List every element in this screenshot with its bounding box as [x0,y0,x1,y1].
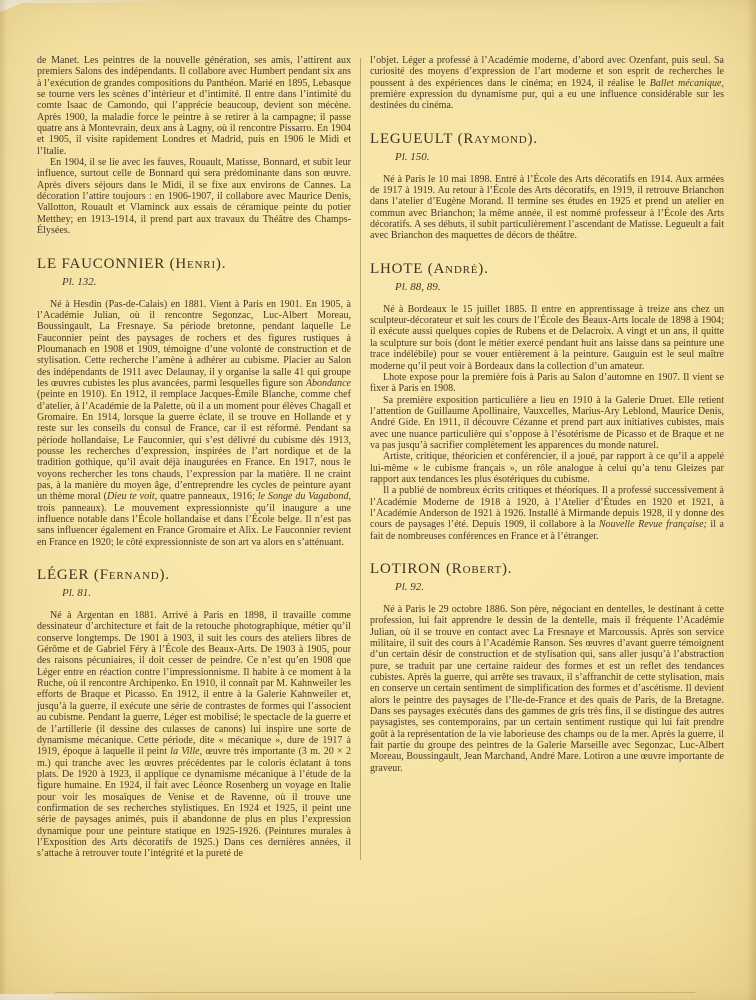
body-paragraph: de Manet. Les peintres de la nouvelle génération, ses amis, l’attirent aux premiers Salons des indépendants. Il collabore avec Humbert pendant six ans à l’exécution de grandes compositions du Panthéon. Marié en 1895, Lebasque se tourne vers les scènes d’intérieur et d’intimité. Il entre dans l’intimité du comte Isaac de Camondo, qui l’apprécie beaucoup, devient son mécène. Après 1900, la maladie force le peintre à se retirer à la campagne; il passe quatre ans à Montevrain, deux ans à Lagny, où il rencontre Pissarro. En 1904 et 1905, il visite rapidement Londres et Madrid, puis en 1906 le Midi et l’Italie. [37,55,351,157]
entry-legueult [370,131,724,242]
entry-heading: LHOTE (André). [370,260,489,277]
page-right-edge-shade [747,0,756,1000]
body-paragraph: Il a publié de nombreux écrits critiques et théoriques. Il a professé successivement à l’Académie Moderne de 1918 à 1920, à l’Atelier d’Études en 1920 et 1921, à l’Académie Anderson de 1921 à 1926. Installé à Mirmande depuis 1928, il y donne des cours de paysages l’été. Depuis 1909, il collabore à la Nouvelle Revue française; il a fait de nombreuses conférences en France et à l’étranger. [370,485,724,542]
plate-reference: Pl. 88, 89. [395,280,441,293]
body-paragraph: Né à Paris le 29 octobre 1886. Son père, négociant en dentelles, le destinant à cette profession, lui fait apprendre le dessin de la dentelle, mais il fréquente l’Académie Julian, où il se trouve en contact avec La Fresnaye et Marcoussis. Après son service militaire, il suit des cours à l’Académie Ranson. Ses œuvres d’avant guerre témoignent d’un certain désir de construction et de stylisation qui, sans aller jusqu’à l’abstraction pure, se traduit par une certaine raideur des formes et est un reflet des tendances cubistes. Après la guerre, qui arrête ses travaux, il s’affranchit de cette stylisation, mais en conserve un certain sentiment de simplification des formes et d’ascétisme. Il devient alors le peintre des paysages de l’Ile-de-France et des quais de Paris, de la Bretagne. Dans ses paysages exécutés dans des gammes de gris très fins, il se distingue des autres paysagistes, ses contemporains, par un certain sentiment rustique qui lui fait prendre goût à la représentation de la vie laborieuse des champs ou de la mer. Après la guerre, il fait partie du groupe des peintres de la Galerie Marseille avec Segonzac, Luc-Albert Moreau, Boussingault, Jean Marchand, André Mare. Lotiron a une œuvre importante de graveur. [370,604,724,774]
artist-forename: Fernand [99,567,160,584]
right-column [370,55,724,860]
artist-surname: LOTIRON [370,561,442,577]
column-divider-rule [360,58,361,860]
artist-forename: Henri [175,255,216,272]
text-block [37,55,724,860]
artist-surname: LÉGER [37,567,90,584]
scan-artifact-bottom-line [55,992,695,993]
entry-lotiron [370,561,724,774]
artist-surname: LE FAUCONNIER [37,255,166,272]
artist-forename: André [433,260,479,277]
body-paragraph: Sa première exposition particulière a lieu en 1910 à la Galerie Druet. Elle retient l’attention de Guillaume Apollinaire, Vauxcelles, Marius-Ary Leblond, Maurice Denis, André Gide. En 1911, il découvre Cézanne et prend part aux initiatives cubistes, mais avec une nuance particulière qui s’oppose à l’ésotérisme de Picasso et de Braque et ne va pas jusqu’à sacrifier complètement les apparences du monde naturel. [370,394,724,451]
artist-forename: Raymond [463,130,528,147]
entry-heading: LÉGER (Fernand). [37,567,170,584]
entry-heading: LEGUEULT (Raymond). [370,130,538,147]
entry-le-fauconnier [37,256,351,549]
plate-reference: Pl. 150. [395,150,430,163]
body-paragraph: l’objet. Léger a professé à l’Académie moderne, d’abord avec Ozenfant, puis seul. Sa curiosité des moyens d’expression de l’art moderne et son esprit de recherches le poussent à des expériences dans le cinéma; en 1924, il réalise le Ballet mécanique, première expression du dynamisme pur, qui a eu une influence considérable sur les destinées du cinéma. [370,55,724,112]
plate-reference: Pl. 81. [62,587,92,600]
artist-forename: Robert [451,561,502,577]
entry-heading: LOTIRON (Robert). [370,561,513,577]
body-paragraph: Artiste, critique, théoricien et conférencier, il a joué, par rapport à ce qu’il a appelé lui-même « le cubisme français », un rôle analogue à celui qu’a tenu Gleizes par rapport aux tendances les plus ésotériques du cubisme. [370,451,724,485]
body-paragraph: Né à Argentan en 1881. Arrivé à Paris en 1898, il travaille comme dessinateur d’architecture et fait de la retouche photographique, métier qu’il conserve longtemps. De 1901 à 1903, il suit les cours des ateliers libres de Gérôme et de Gabriel Féry à l’École des Beaux-Arts. De 1903 à 1905, pour des raisons pécuniaires, il doit cesser de peindre. Ce n’est qu’en 1908 que Léger entre en réaction contre l’impressionnisme. Il habite à ce moment à la Ruche, où il rencontre Archipenko. En 1910, il connaît par M. Kahnweiler les efforts de Braque et Picasso. En 1912, il entre à la Galerie Kahnweiler et, jusqu’à la guerre, il exécute une série de contrastes de formes qui l’associent au cubisme. Pendant la guerre, Léger est mobilisé; le spectacle de la guerre et de l’artillerie (il dessine des culasses de canons) lui inspire une sorte de dynamisme mécanique. Cette période, dite « mécanique », dure de 1917 à 1919, époque à laquelle il peint la Ville, œuvre très importante (3 m. 20 × 2 m.) qui tranche avec les œuvres précédentes par le coloris éclatant à tons plats. De 1920 à 1923, il applique ce dynamisme mécanique à l’étude de la figure humaine. En 1924, il fait avec Léonce Rosenberg un voyage en Italie pour voir les mosaïques de Venise et de Ravenne, où il trouve une confirmation de ses recherches stylistiques. En 1924 et 1925, il peint une série de paysages animés, puis il abandonne de plus en plus l’expression dynamique pour une peinture statique en 1925-1926. (Peintures murales à l’Exposition des Arts décoratifs de 1925.) Dans ces dernières années, il s’attache à retrouver toute l’intégrité et la pureté de [37,610,352,860]
page-left-edge-shade [0,0,7,1000]
entry-lhote [370,261,724,542]
plate-reference: Pl. 92. [395,581,425,593]
body-paragraph: Né à Paris le 10 mai 1898. Entré à l’École des Arts décoratifs en 1914. Aux armées de 1917 à 1919. Au retour à l’École des Arts décoratifs, en 1919, il retrouve Brianchon dans l’atelier d’Eugène Morand. Il termine ses études en 1925 et prend un atelier en commun avec Brianchon; la même année, il est nommé professeur à l’École des Arts décoratifs. A ses débuts, il subit particulièrement l’ascendant de Matisse. Legueult a fait avec Brianchon des maquettes de décors de théâtre. [370,173,724,242]
entry-le-ger [37,567,351,860]
body-paragraph: En 1904, il se lie avec les fauves, Rouault, Matisse, Bonnard, et subit leur influence, surtout celle de Bonnard qui sera prédominante dans son œuvre. Après divers séjours dans le Midi, il se fixe aux environs de Cannes. La décoration l’attire toujours : en 1906-1907, il collabore avec Maurice Denis, Vallotton, Rouault et Vlaminck aux essais de céramique peinte du potier Metthey; en 1913-1914, il prend part aux travaux du Théâtre des Champs-Élysées. [37,157,351,237]
scan-artifact-top-left [0,0,30,12]
artist-surname: LEGUEULT [370,130,454,147]
artist-surname: LHOTE [370,260,424,277]
scan-artifact-top-edge [0,0,200,3]
body-paragraph: Né à Bordeaux le 15 juillet 1885. Il entre en apprentissage à treize ans chez un sculpteur-décorateur et suit les cours de l’École des Beaux-Arts locale de 1898 à 1904; il exécute aussi quelques copies de Rubens et de Delacroix. A vingt et un ans, il quitte la sculpture sur bois (dont le métier exercé pendant huit ans laisse dans sa peinture une trace indélébile) pour se vouer entièrement à la peinture. Gauguin est le seul maître moderne qu’il peut voir à Bordeaux dans la collection d’un amateur. [370,303,724,372]
left-column [37,55,351,860]
entry-heading: LE FAUCONNIER (Henri). [37,255,227,272]
body-paragraph: Né à Hesdin (Pas-de-Calais) en 1881. Vient à Paris en 1901. En 1905, à l’Académie Julian, où il rencontre Segonzac, Luc-Albert Moreau, Boussingault, La Fresnaye. Sa période bretonne, pendant laquelle Le Fauconnier peint des paysages de rochers et des figures rustiques à Ploumanach en 1908 et 1909, témoigne d’une volonté de construction et de stylisation. Cette recherche l’amène à adhérer au cubisme. Placier au Salon des indépendants de 1911 avec Delaunay, il y organise la salle 41 qui groupe les œuvres cubistes les plus avancées, parmi lesquelles figure son Abondance (peinte en 1910). En 1912, il remplace Jacques-Émile Blanche, comme chef d’atelier, à l’Académie de la Palette, où il a un moment pour élèves Chagall et Gromaire. En 1914, lorsque la guerre éclate, il se trouve en Hollande et y reste sur les conseils du consul de France, car il est réformé. Pendant sa période hollandaise, Le Fauconnier, qui s’est délivré du cubisme dès 1913, pousse les recherches d’expression, inspirées de l’art nordique et de la tradition gothique, qu’il avait déjà inaugurées en France. En 1917, nous le voyons rechercher les tons chauds, l’expression par la matière. Il ne craint pas, à la manière du moyen âge, d’entreprendre les cycles de peinture ayant un thème moral (Dieu te voit, quatre panneaux, 1916; le Songe du Vagabond, trois panneaux). Le mouvement expressionniste qu’il inaugure a une influence notable dans l’École hollandaise et dans l’École belge. Il n’est pas sans influencer également en France Gromaire et Alix. Le Fauconnier revient en France en 1920; le côté expressionniste de son art va alors en s’atténuant. [37,298,351,548]
scan-artifact-bottom-left [0,994,150,1000]
body-paragraph: Lhote expose pour la première fois à Paris au Salon d’automne en 1907. Il vient se fixer à Paris en 1908. [370,371,724,395]
plate-reference: Pl. 132. [62,275,97,288]
